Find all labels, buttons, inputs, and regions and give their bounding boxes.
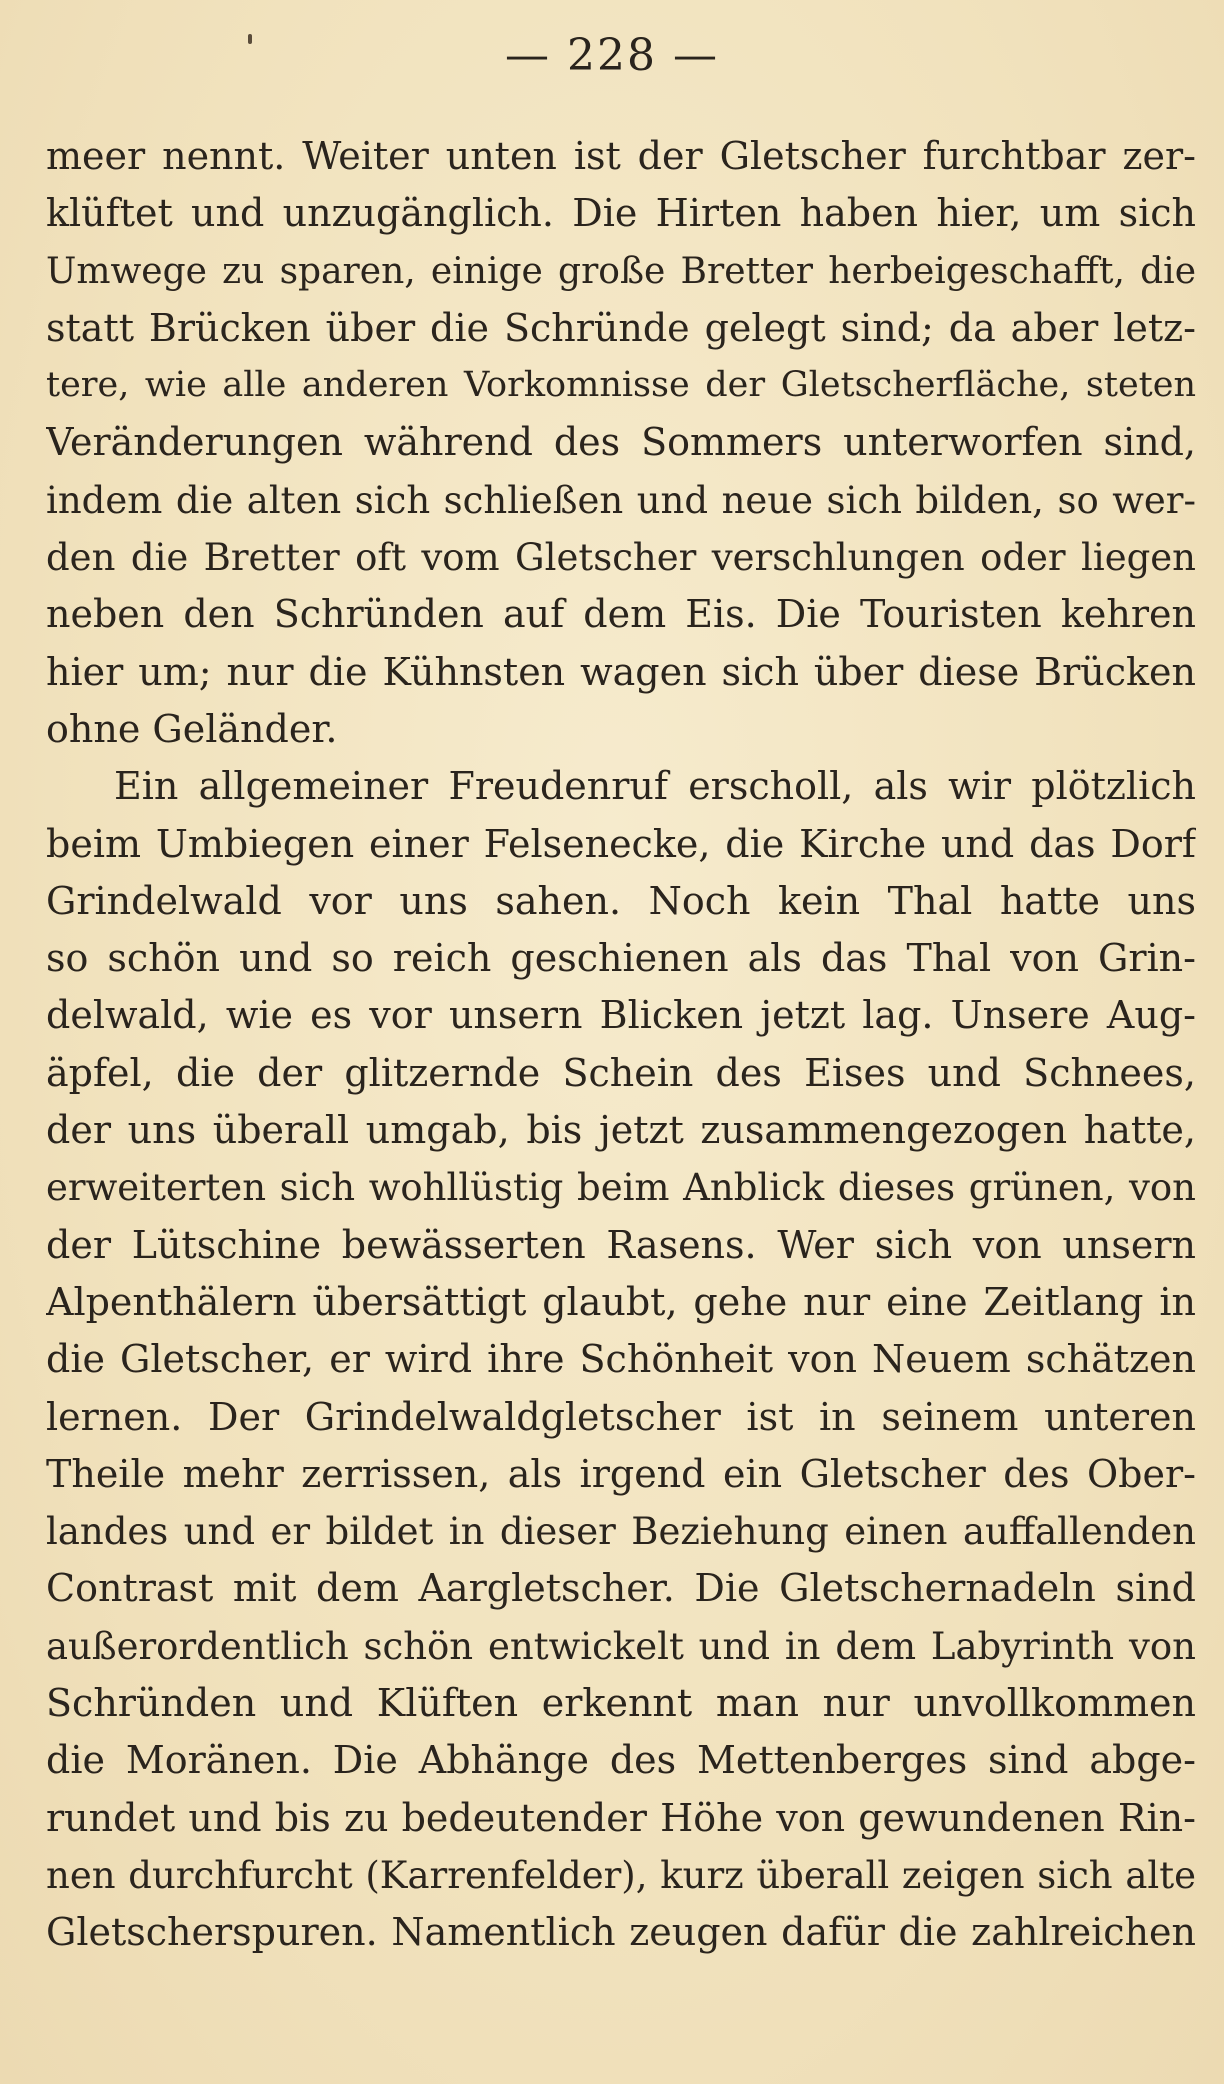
text-line: die Moränen. Die Abhänge des Mettenberges sind abge-	[46, 1738, 1196, 1783]
text-line: rundet und bis zu bedeutender Höhe von gewundenen Rin-	[46, 1795, 1196, 1840]
text-line: die Gletscher, er wird ihre Schönheit von Neuem schätzen	[46, 1337, 1196, 1382]
text-line: Gletscherspuren. Namentlich zeugen dafür die zahlreichen	[46, 1910, 1196, 1955]
body-text	[46, 128, 1196, 1962]
text-line: erweiterten sich wohllüstig beim Anblick dieses grünen, von	[46, 1166, 1196, 1210]
text-line: meer nennt. Weiter unten ist der Gletscher furchtbar zer-	[46, 134, 1196, 178]
text-line: der uns überall umgab, bis jetzt zusammengezogen hatte,	[46, 1108, 1196, 1153]
text-line: den die Bretter oft vom Gletscher verschlungen oder liegen	[46, 536, 1196, 580]
text-line: Contrast mit dem Aargletscher. Die Gletschernadeln sind	[46, 1566, 1196, 1611]
paragraph	[46, 758, 1196, 1961]
paragraph	[46, 128, 1196, 758]
text-line: delwald, wie es vor unsern Blicken jetzt lag. Unsere Aug-	[46, 993, 1196, 1038]
text-line: außerordentlich schön entwickelt und in dem Labyrinth von	[46, 1624, 1196, 1668]
text-line: Veränderungen während des Sommers unterworfen sind,	[46, 420, 1196, 465]
text-line: nen durchfurcht (Karrenfelder), kurz überall zeigen sich alte	[46, 1853, 1196, 1897]
text-line: Schründen und Klüften erkennt man nur unvollkommen	[46, 1681, 1196, 1726]
text-line: landes und er bildet in dieser Beziehung einen auffallenden	[46, 1510, 1196, 1554]
text-line: klüftet und unzugänglich. Die Hirten haben hier, um sich	[46, 191, 1196, 236]
text-line: lernen. Der Grindelwaldgletscher ist in seinem unteren	[46, 1394, 1196, 1439]
text-line: Alpenthälern übersättigt glaubt, gehe nur eine Zeitlang in	[46, 1279, 1196, 1324]
text-line: Ein allgemeiner Freudenruf erscholl, als wir plötzlich	[114, 764, 1196, 809]
text-line: äpfel, die der glitzernde Schein des Eises und Schnees,	[46, 1050, 1196, 1095]
page-number: — 228 —	[505, 30, 719, 81]
text-line: Theile mehr zerrissen, als irgend ein Gletscher des Ober-	[46, 1451, 1196, 1496]
text-line: beim Umbiegen einer Felsenecke, die Kirche und das Dorf	[46, 821, 1196, 866]
text-line: ohne Geländer.	[46, 706, 338, 751]
text-line: so schön und so reich geschienen als das Thal von Grin-	[46, 936, 1196, 981]
text-line: indem die alten sich schließen und neue sich bilden, so wer-	[46, 478, 1196, 522]
text-line: hier um; nur die Kühnsten wagen sich über diese Brücken	[46, 649, 1196, 694]
text-line: der Lütschine bewässerten Rasens. Wer sich von unsern	[46, 1222, 1196, 1267]
text-line: Umwege zu sparen, einige große Bretter herbeigeschafft, die	[46, 250, 1196, 292]
text-line: neben den Schründen auf dem Eis. Die Touristen kehren	[46, 592, 1196, 637]
text-line: statt Brücken über die Schründe gelegt sind; da aber letz-	[46, 305, 1196, 350]
text-line: Grindelwald vor uns sahen. Noch kein Thal hatte uns	[46, 878, 1196, 923]
text-line: tere, wie alle anderen Vorkomnisse der Gletscherfläche, steten	[46, 365, 1196, 406]
